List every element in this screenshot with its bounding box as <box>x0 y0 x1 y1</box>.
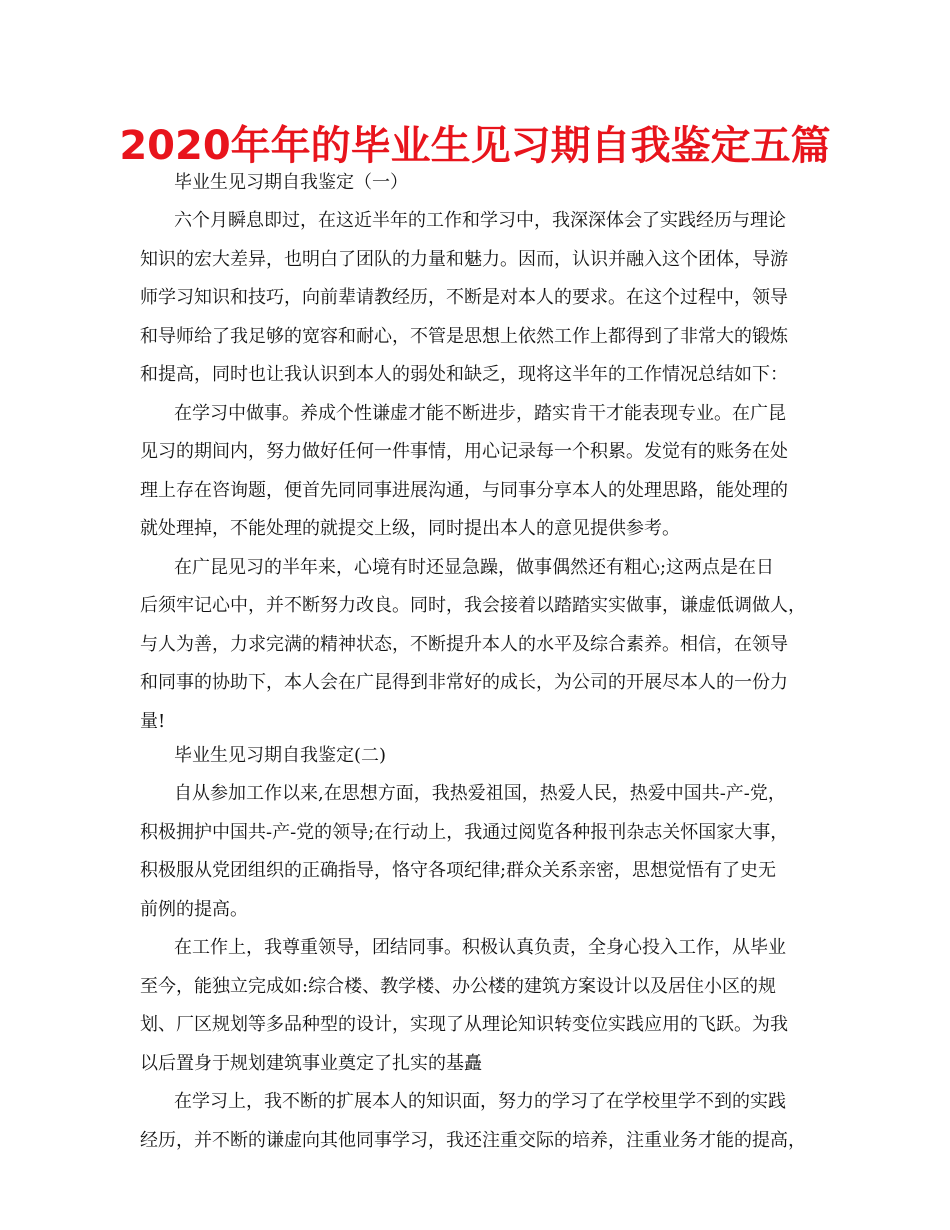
paragraph-line: 经历，并不断的谦虚向其他同事学习，我还注重交际的培养，注重业务才能的提高， <box>140 1129 806 1151</box>
paragraph-line: 划、厂区规划等多品种型的设计，实现了从理论知识转变位实践应用的飞跃。为我 <box>140 1014 788 1035</box>
paragraph-line: 积极拥护中国共-产-党的领导;在行动上，我通过阅览各种报刊杂志关怀国家大事， <box>140 821 789 843</box>
paragraph-line: 和提高，同时也让我认识到本人的弱处和缺乏，现将这半年的工作情况总结如下： <box>140 364 788 385</box>
paragraph-line: 师学习知识和技巧，向前辈请教经历，不断是对本人的要求。在这个过程中，领导 <box>140 287 788 308</box>
paragraph-line: 理上存在咨询题，便首先同同事进展沟通，与同事分享本人的处理思路，能处理的 <box>140 479 788 501</box>
paragraph-line: 和导师给了我足够的宽容和耐心，不管是思想上依然工作上都得到了非常大的锻炼 <box>140 325 788 347</box>
paragraph-line: 量! <box>140 710 166 732</box>
section-heading: 毕业生见习期自我鉴定（一） <box>174 172 408 193</box>
paragraph-line: 前例的提高。 <box>140 898 248 920</box>
paragraph-line: 以后置身于规划建筑事业奠定了扎实的基矗 <box>140 1052 482 1074</box>
paragraph-line: 就处理掉，不能处理的就提交上级，同时提出本人的意见提供参考。 <box>140 518 680 539</box>
paragraph-line: 在工作上，我尊重领导，团结同事。积极认真负责，全身心投入工作，从毕业 <box>174 937 786 958</box>
paragraph-line: 知识的宏大差异，也明白了团队的力量和魅力。因而，认识并融入这个团体，导游 <box>140 248 788 270</box>
paragraph-line: 自从参加工作以来,在思想方面，我热爱祖国，热爱人民，热爱中国共-产-党， <box>174 783 786 804</box>
paragraph-line: 和同事的协助下，本人会在广昆得到非常好的成长，为公司的开展尽本人的一份力 <box>140 672 788 693</box>
paragraph-line: 在学习中做事。养成个性谦虚才能不断进步，踏实肯干才能表现专业。在广昆 <box>174 402 786 424</box>
paragraph-line: 在学习上，我不断的扩展本人的知识面，努力的学习了在学校里学不到的实践 <box>174 1091 786 1112</box>
paragraph-line: 在广昆见习的半年来，心境有时还显急躁，做事偶然还有粗心;这两点是在日 <box>174 556 775 578</box>
paragraph-line: 后须牢记心中，并不断努力改良。同时，我会接着以踏踏实实做事，谦虚低调做人， <box>140 595 806 616</box>
document-title: 2020年年的毕业生见习期自我鉴定五篇 <box>119 123 831 169</box>
paragraph-line: 积极服从党团组织的正确指导，恪守各项纪律;群众关系亲密，思想觉悟有了史无 <box>140 860 777 881</box>
paragraph-line: 见习的期间内，努力做好任何一件事情，用心记录每一个积累。发觉有的账务在处 <box>140 441 788 462</box>
document-body <box>140 168 820 1160</box>
paragraph-line: 与人为善，力求完满的精神状态，不断提升本人的水平及综合素养。相信，在领导 <box>140 633 788 655</box>
section-heading: 毕业生见习期自我鉴定(二) <box>174 745 387 766</box>
paragraph-line: 至今，能独立完成如:综合楼、教学楼、办公楼的建筑方案设计以及居住小区的规 <box>140 975 777 997</box>
paragraph-line: 六个月瞬息即过，在这近半年的工作和学习中，我深深体会了实践经历与理论 <box>174 210 786 231</box>
